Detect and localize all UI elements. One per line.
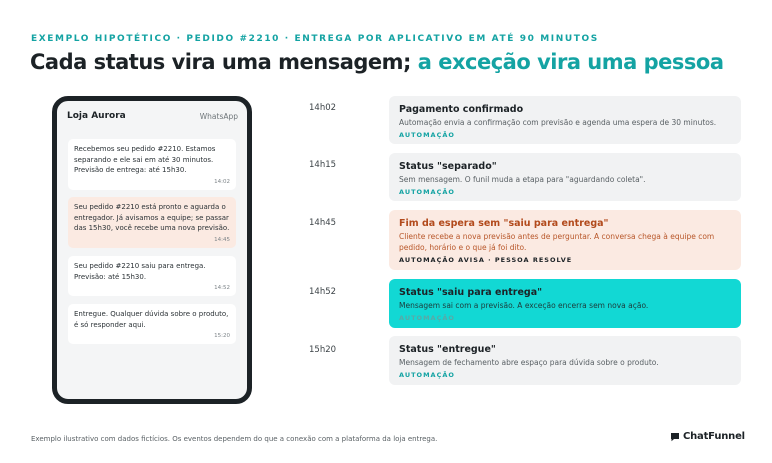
- chat-message: [68, 256, 236, 296]
- timeline-card-tag: AUTOMAÇÃO: [399, 371, 455, 379]
- headline-main: Cada status vira uma mensagem;: [30, 50, 411, 74]
- page-title: [30, 50, 724, 74]
- message-text: Seu pedido #2210 está pronto e aguarda o entregador. Já avisamos a equipe; se passar das 15h30, você recebe uma nova previsão.: [74, 203, 230, 232]
- timeline-time: 14h45: [309, 218, 337, 228]
- timeline-time: 14h02: [309, 103, 337, 113]
- brand-name: ChatFunnel: [683, 431, 745, 442]
- message-text: Recebemos seu pedido #2210. Estamos separando e ele sai em até 30 minutos. Previsão de entrega: até 15h30.: [74, 145, 216, 174]
- app-name: WhatsApp: [199, 111, 238, 121]
- brand-logo: [670, 431, 745, 442]
- chat-message-warning: [68, 197, 236, 248]
- store-name: Loja Aurora: [67, 111, 126, 121]
- message-text: Entregue. Qualquer dúvida sobre o produto, é só responder aqui.: [74, 310, 229, 329]
- timeline-time: 14h52: [309, 287, 337, 297]
- headline-accent: a exceção vira uma pessoa: [417, 50, 724, 74]
- timeline-card-tag: AUTOMAÇÃO: [399, 131, 455, 139]
- timeline-time: 15h20: [309, 345, 337, 355]
- timeline-card: [389, 336, 741, 385]
- timeline-card-desc: Automação envia a confirmação com previsão e agenda uma espera de 30 minutos.: [399, 118, 717, 127]
- timeline-card-tag: AUTOMAÇÃO AVISA · PESSOA RESOLVE: [399, 256, 573, 264]
- timeline-card-exception: [389, 210, 741, 270]
- timeline-time: 14h15: [309, 160, 337, 170]
- message-time: 14:02: [214, 178, 230, 185]
- chat-header: [57, 101, 247, 131]
- timeline-card: [389, 153, 741, 201]
- timeline-card-desc: Cliente recebe a nova previsão antes de perguntar. A conversa chega à equipe com pedido, horário e o que já foi dito.: [399, 232, 715, 252]
- footnote: Exemplo ilustrativo com dados fictícios. Os eventos dependem do que a conexão com a plataforma da loja entrega.: [31, 435, 438, 443]
- timeline-card-active: [389, 279, 741, 328]
- message-time: 15:20: [214, 333, 230, 339]
- timeline-card: [389, 96, 741, 144]
- chat-message: [68, 139, 236, 190]
- message-time: 14:52: [214, 285, 230, 291]
- timeline-card-tag: AUTOMAÇÃO: [399, 314, 455, 322]
- timeline-card-title: Status "entregue": [399, 344, 496, 355]
- chat-bubble-icon: [670, 432, 680, 442]
- timeline-card-title: Fim da espera sem "saiu para entrega": [399, 218, 609, 229]
- timeline-card-title: Pagamento confirmado: [399, 104, 524, 115]
- message-time: 14:45: [214, 236, 230, 243]
- timeline-card-title: Status "saiu para entrega": [399, 287, 543, 298]
- timeline-card-desc: Mensagem de fechamento abre espaço para dúvida sobre o produto.: [399, 358, 659, 367]
- timeline-card-tag: AUTOMAÇÃO: [399, 188, 455, 196]
- timeline-card-desc: Mensagem sai com a previsão. A exceção encerra sem nova ação.: [399, 301, 649, 310]
- message-text: Seu pedido #2210 saiu para entrega. Previsão: até 15h30.: [74, 262, 206, 281]
- timeline-card-desc: Sem mensagem. O funil muda a etapa para "aguardando coleta".: [399, 175, 646, 184]
- chat-message: [68, 304, 236, 344]
- eyebrow: EXEMPLO HIPOTÉTICO · PEDIDO #2210 · ENTREGA POR APLICATIVO EM ATÉ 90 MINUTOS: [31, 34, 599, 44]
- phone-mockup: [52, 96, 252, 404]
- timeline-card-title: Status "separado": [399, 161, 497, 172]
